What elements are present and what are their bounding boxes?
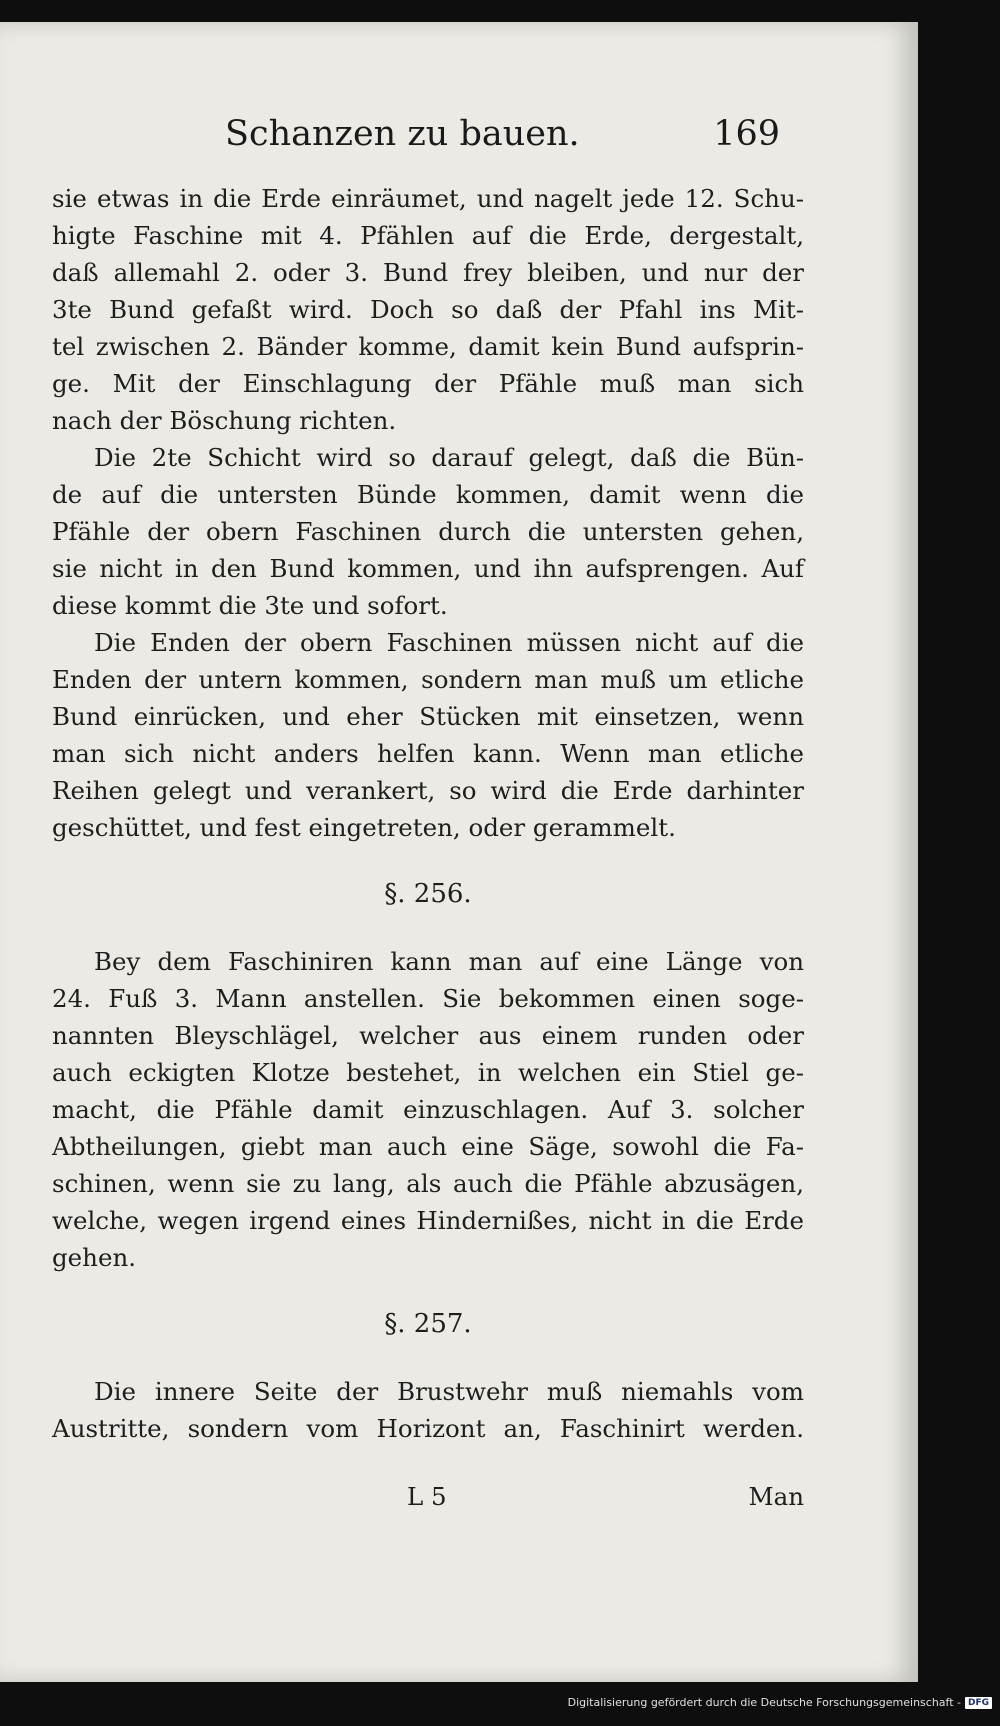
page-body xyxy=(52,180,804,1447)
section-heading-256: §. 256. xyxy=(384,879,472,909)
text-line: 3te Bund gefaßt wird. Doch so daß der Pfahl ins Mit- xyxy=(52,295,804,324)
text-line: Austritte, sondern vom Horizont an, Faschinirt werden. xyxy=(52,1414,804,1443)
digitization-footer xyxy=(568,1696,992,1709)
text-line: Pfähle der obern Faschinen durch die untersten gehen, xyxy=(52,517,804,546)
paragraph-4 xyxy=(52,943,804,1276)
text-line: macht, die Pfähle damit einzuschlagen. Auf 3. solcher xyxy=(52,1095,804,1124)
dfg-logo: DFG xyxy=(965,1697,992,1709)
text-line: nach der Böschung richten. xyxy=(52,406,397,435)
text-line: higte Faschine mit 4. Pfählen auf die Erde, dergestalt, xyxy=(52,221,804,250)
text-line: nannten Bleyschlägel, welcher aus einem runden oder xyxy=(52,1021,804,1050)
text-line: 24. Fuß 3. Mann anstellen. Sie bekommen einen soge- xyxy=(52,984,804,1013)
text-line: man sich nicht anders helfen kann. Wenn man etliche xyxy=(52,739,804,768)
text-line: gehen. xyxy=(52,1243,137,1272)
catchword: Man xyxy=(748,1482,804,1511)
text-line: Reihen gelegt und verankert, so wird die Erde darhinter xyxy=(52,776,804,805)
text-line: ge. Mit der Einschlagung der Pfähle muß man sich xyxy=(52,369,804,398)
text-line: Abtheilungen, giebt man auch eine Säge, sowohl die Fa- xyxy=(52,1132,804,1161)
running-title: Schanzen zu bauen. xyxy=(225,114,580,154)
book-page xyxy=(0,22,918,1682)
page-number: 169 xyxy=(713,114,780,154)
text-line: Enden der untern kommen, sondern man muß um etliche xyxy=(52,665,804,694)
text-line: daß allemahl 2. oder 3. Bund frey bleiben, und nur der xyxy=(52,258,804,287)
text-line: geschüttet, und fest eingetreten, oder gerammelt. xyxy=(52,813,676,842)
catchline xyxy=(52,1482,804,1519)
text-line: de auf die untersten Bünde kommen, damit wenn die xyxy=(52,480,804,509)
text-line: Bey dem Faschiniren kann man auf eine Länge von xyxy=(94,947,804,976)
text-line: Bund einrücken, und eher Stücken mit einsetzen, wenn xyxy=(52,702,804,731)
text-line: Die Enden der obern Faschinen müssen nicht auf die xyxy=(94,628,804,657)
signature-mark: L 5 xyxy=(407,1482,447,1511)
footer-credit: Digitalisierung gefördert durch die Deutsche Forschungsgemeinschaft - xyxy=(567,1696,961,1709)
text-line: Die innere Seite der Brustwehr muß niemahls vom xyxy=(94,1377,804,1406)
text-line: diese kommt die 3te und sofort. xyxy=(52,591,448,620)
text-line: schinen, wenn sie zu lang, als auch die Pfähle abzusägen, xyxy=(52,1169,804,1198)
paragraph-1 xyxy=(52,180,804,439)
text-line: sie nicht in den Bund kommen, und ihn aufsprengen. Auf xyxy=(52,554,804,583)
text-line: welche, wegen irgend eines Hindernißes, nicht in die Erde xyxy=(52,1206,804,1235)
text-line: auch eckigten Klotze bestehet, in welchen ein Stiel ge- xyxy=(52,1058,804,1087)
paragraph-5 xyxy=(52,1373,804,1447)
text-line: Die 2te Schicht wird so darauf gelegt, daß die Bün- xyxy=(94,443,804,472)
section-heading-257: §. 257. xyxy=(384,1309,472,1339)
text-line: tel zwischen 2. Bänder komme, damit kein Bund aufsprin- xyxy=(52,332,804,361)
text-line: sie etwas in die Erde einräumet, und nagelt jede 12. Schu- xyxy=(52,184,804,213)
paragraph-2 xyxy=(52,439,804,624)
paragraph-3 xyxy=(52,624,804,846)
